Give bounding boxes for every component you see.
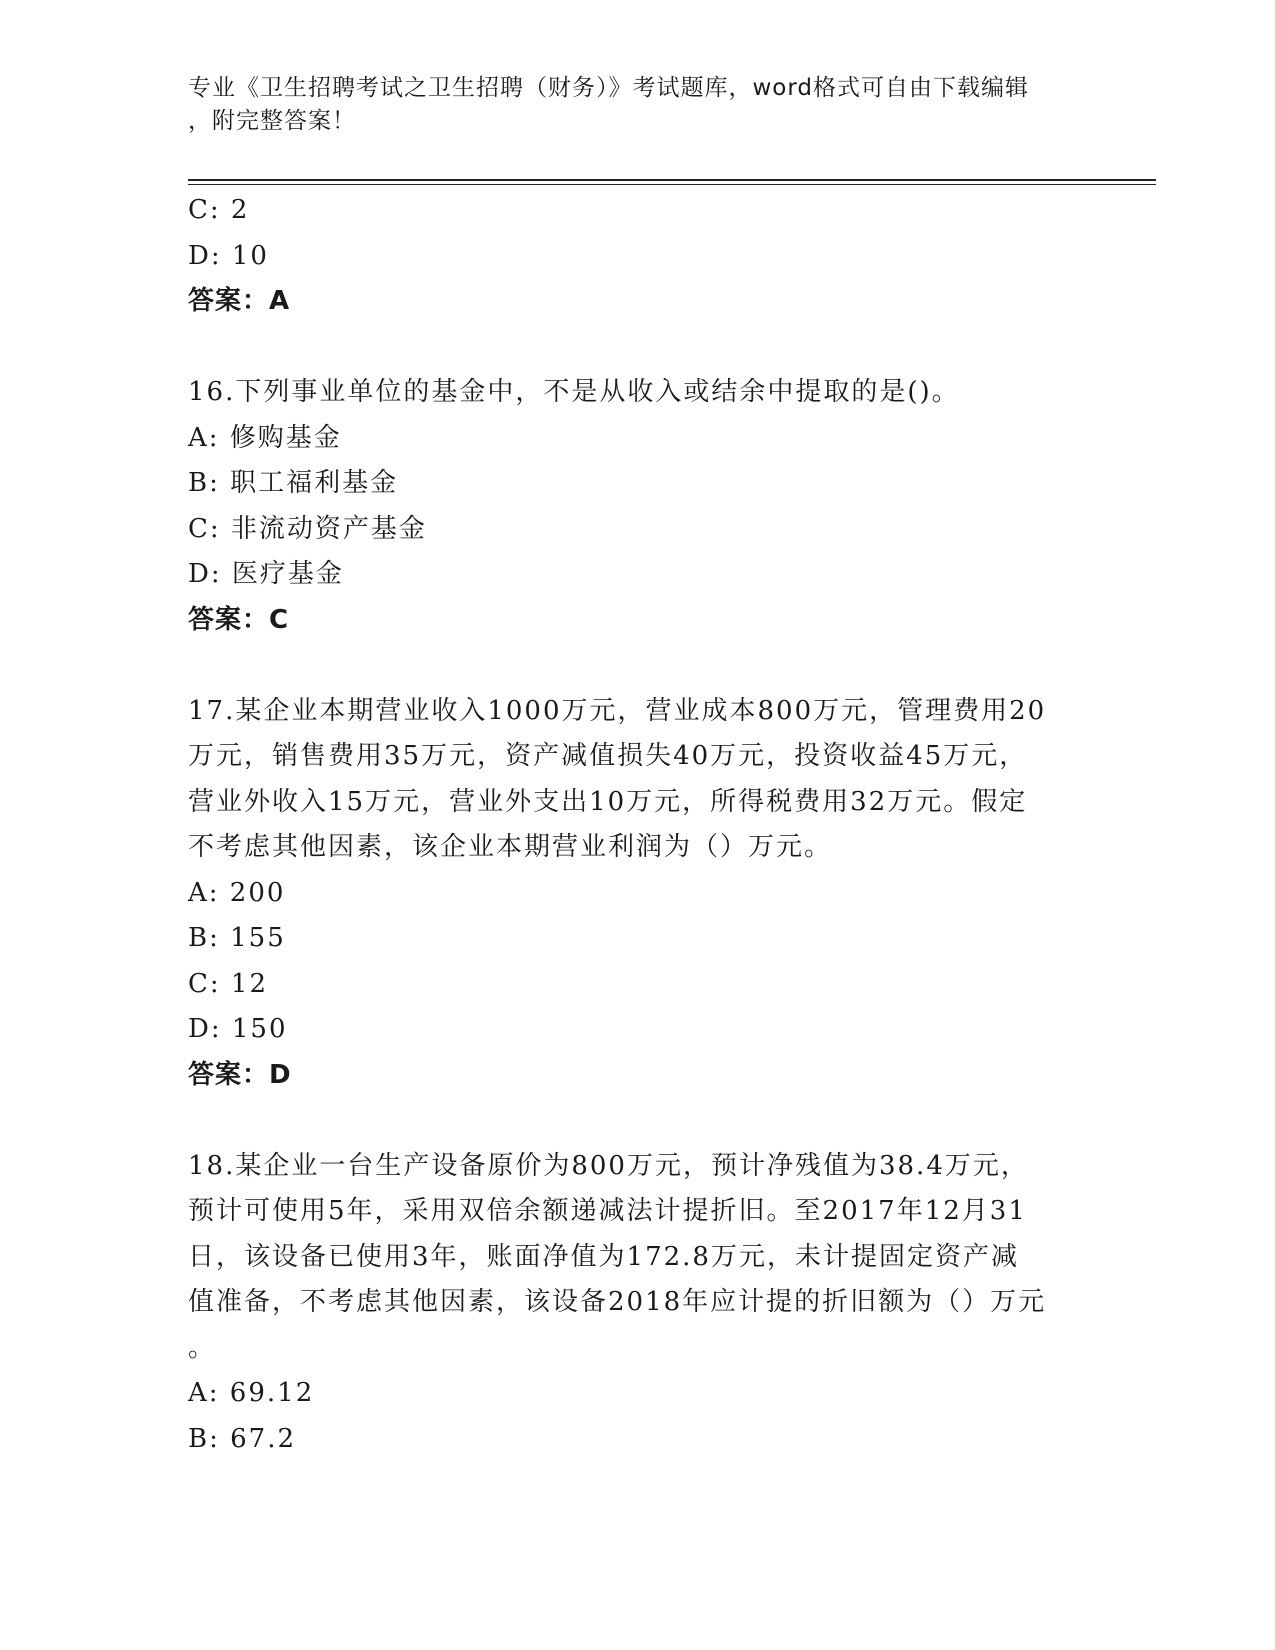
question-text-line-1: 17.某企业本期营业收入1000万元，营业成本800万元，管理费用20 — [188, 695, 1047, 726]
question-text-line-1: 18.某企业一台生产设备原价为800万元，预计净残值为38.4万元， — [188, 1150, 1029, 1181]
header-divider-thick — [188, 179, 1156, 181]
question-text-line-5: 。 — [188, 1332, 217, 1363]
question-text-line-2: 万元，销售费用35万元，资产减值损失40万元，投资收益45万元， — [188, 741, 1028, 771]
option-d: D: 150 — [188, 1014, 288, 1044]
header-line-1: 专业《卫生招聘考试之卫生招聘（财务）》考试题库，word格式可自由下载编辑 — [188, 75, 1030, 101]
answer-line: 答案：C — [188, 604, 290, 635]
question-text: 16.下列事业单位的基金中，不是从收入或结余中提取的是()。 — [188, 377, 960, 407]
question-16 — [188, 370, 1088, 643]
option-a: A: 69.12 — [188, 1378, 315, 1408]
option-b: B: 职工福利基金 — [188, 468, 399, 498]
option-b: B: 155 — [188, 923, 286, 953]
question-15-tail — [188, 188, 1088, 325]
question-text-line-4: 值准备，不考虑其他因素，该设备2018年应计提的折旧额为（）万元 — [188, 1287, 1047, 1317]
spacer — [188, 643, 1088, 689]
answer-line: 答案：A — [188, 286, 291, 316]
option-a: A: 200 — [188, 877, 286, 908]
answer-line: 答案：D — [188, 1059, 292, 1090]
header-line-2: ，附完整答案！ — [188, 108, 356, 134]
option-c: C: 非流动资产基金 — [188, 513, 427, 544]
header-divider-thin — [188, 184, 1156, 185]
question-text-line-2: 预计可使用5年，采用双倍余额递减法计提折旧。至2017年12月31 — [188, 1196, 1027, 1226]
spacer — [188, 325, 1088, 371]
option-d: D: 医疗基金 — [188, 559, 344, 589]
question-text-line-3: 日，该设备已使用3年，账面净值为172.8万元，未计提固定资产减 — [188, 1241, 1019, 1272]
question-text-line-3: 营业外收入15万元，营业外支出10万元，所得税费用32万元。假定 — [188, 786, 1028, 817]
option-a: A: 修购基金 — [188, 422, 342, 453]
question-list — [188, 188, 1088, 1462]
question-text-line-4: 不考虑其他因素，该企业本期营业利润为（）万元。 — [188, 832, 833, 862]
option-b: B: 67.2 — [188, 1423, 297, 1454]
option-d: D: 10 — [188, 240, 269, 271]
spacer — [188, 1098, 1088, 1144]
option-c: C: 2 — [188, 195, 250, 225]
question-18 — [188, 1144, 1088, 1463]
question-17 — [188, 689, 1088, 1099]
document-header — [188, 72, 1078, 138]
option-c: C: 12 — [188, 968, 269, 999]
